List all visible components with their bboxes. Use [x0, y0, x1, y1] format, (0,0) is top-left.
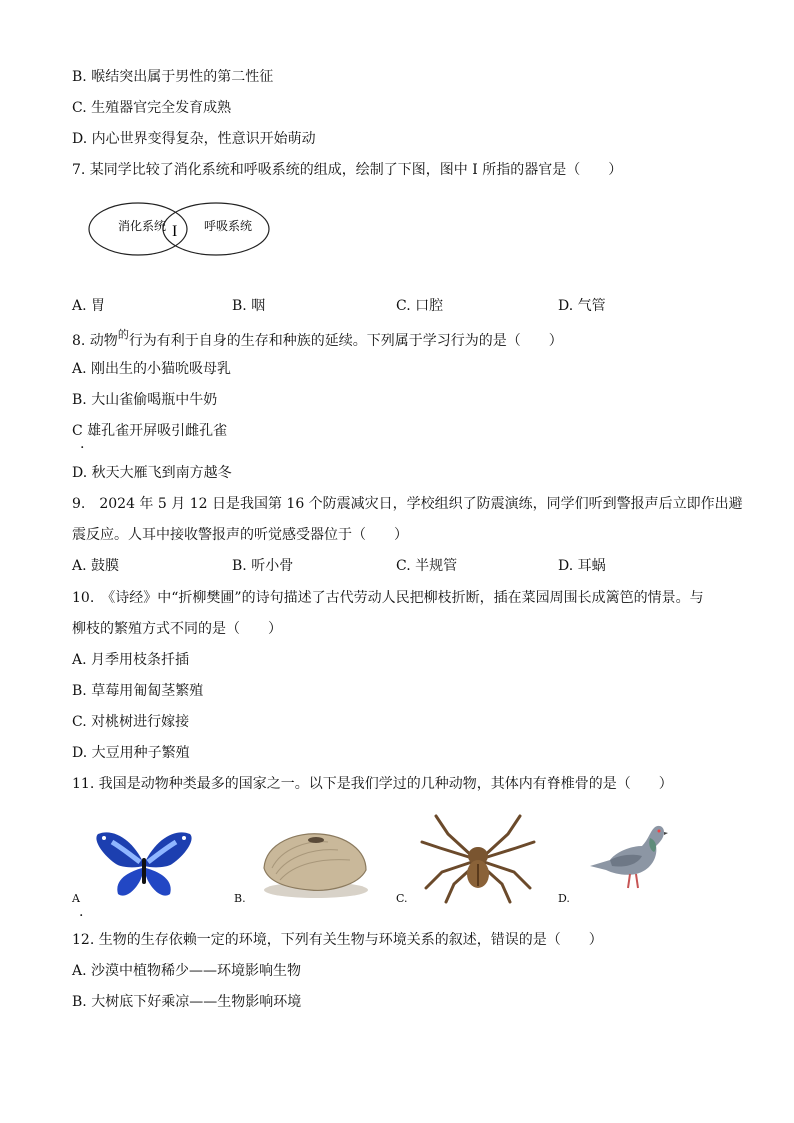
- q8-option-d: D. 秋天大雁飞到南方越冬: [72, 465, 232, 481]
- venn-middle-label: I: [172, 223, 178, 240]
- q9-option-d: D. 耳蜗: [558, 558, 606, 574]
- q11-label-a-dot: .: [79, 904, 84, 920]
- q10-option-c: C. 对桃树进行嫁接: [72, 714, 190, 730]
- q9-stem-line2: 震反应。人耳中接收警报声的听觉感受器位于（ ）: [72, 527, 408, 543]
- q9-option-a: A. 鼓膜: [72, 558, 120, 574]
- q11-label-c: C.: [396, 892, 408, 905]
- q6-option-b: B. 喉结突出属于男性的第二性征: [72, 69, 274, 85]
- q10-stem-line1: 10. 《诗经》中“折柳樊圃”的诗句描述了古代劳动人民把柳枝折断，插在菜园周围长成篱笆的情景。与: [72, 590, 704, 606]
- q7-option-a: A. 胃: [72, 298, 106, 314]
- q9-option-b: B. 听小骨: [232, 558, 294, 574]
- q10-stem-line2: 柳枝的繁殖方式不同的是（ ）: [72, 621, 282, 637]
- q7-option-c: C. 口腔: [396, 298, 444, 314]
- venn-left-label: 消化系统: [118, 219, 167, 233]
- q8-stem-part2: 行为有利于自身的生存和种族的延续。下列属于学习行为的是（ ）: [128, 333, 563, 349]
- q7-option-d: D. 气管: [558, 298, 606, 314]
- q8-stem-part1: 8. 动物: [72, 333, 118, 349]
- q9-stem-line1: 9. 2024 年 5 月 12 日是我国第 16 个防震减灾日，学校组织了防震演练，同学们听到警报声后立即作出避: [72, 496, 743, 512]
- butterfly-icon: [92, 828, 196, 900]
- q8-stem-sup: 的: [117, 328, 129, 341]
- spider-icon: [418, 812, 538, 904]
- q6-option-d: D. 内心世界变得复杂，性意识开始萌动: [72, 131, 316, 147]
- q12-stem: 12. 生物的生存依赖一定的环境，下列有关生物与环境关系的叙述，错误的是（ ）: [72, 932, 603, 948]
- q6-option-c: C. 生殖器官完全发育成熟: [72, 100, 232, 116]
- q10-option-b: B. 草莓用匍匐茎繁殖: [72, 683, 204, 699]
- q11-label-d: D.: [558, 892, 570, 905]
- q11-stem: 11. 我国是动物种类最多的国家之一。以下是我们学过的几种动物，其体内有脊椎骨的是（ ）: [72, 776, 673, 792]
- q10-option-d: D. 大豆用种子繁殖: [72, 745, 190, 761]
- pigeon-icon: [586, 820, 668, 896]
- q8-option-c: C 雄孔雀开屏吸引雌孔雀: [72, 423, 228, 439]
- q11-label-b: B.: [234, 892, 246, 905]
- q8-option-a: A. 刚出生的小猫吮吸母乳: [72, 361, 232, 377]
- venn-right-label: 呼吸系统: [204, 219, 253, 233]
- q11-label-a: A: [72, 892, 80, 905]
- q12-option-a: A. 沙漠中植物稀少——环境影响生物: [72, 963, 302, 979]
- q8-option-c-dot: .: [80, 436, 85, 452]
- q8-stem: [72, 328, 563, 351]
- q7-option-b: B. 咽: [232, 298, 266, 314]
- q12-option-b: B. 大树底下好乘凉——生物影响环境: [72, 994, 302, 1010]
- clam-icon: [258, 828, 372, 900]
- q9-option-c: C. 半规管: [396, 558, 458, 574]
- venn-diagram: [86, 200, 276, 262]
- q7-stem: 7. 某同学比较了消化系统和呼吸系统的组成，绘制了下图，图中 I 所指的器官是（ ）: [72, 162, 623, 178]
- q8-option-b: B. 大山雀偷喝瓶中牛奶: [72, 392, 218, 408]
- q10-option-a: A. 月季用枝条扦插: [72, 652, 190, 668]
